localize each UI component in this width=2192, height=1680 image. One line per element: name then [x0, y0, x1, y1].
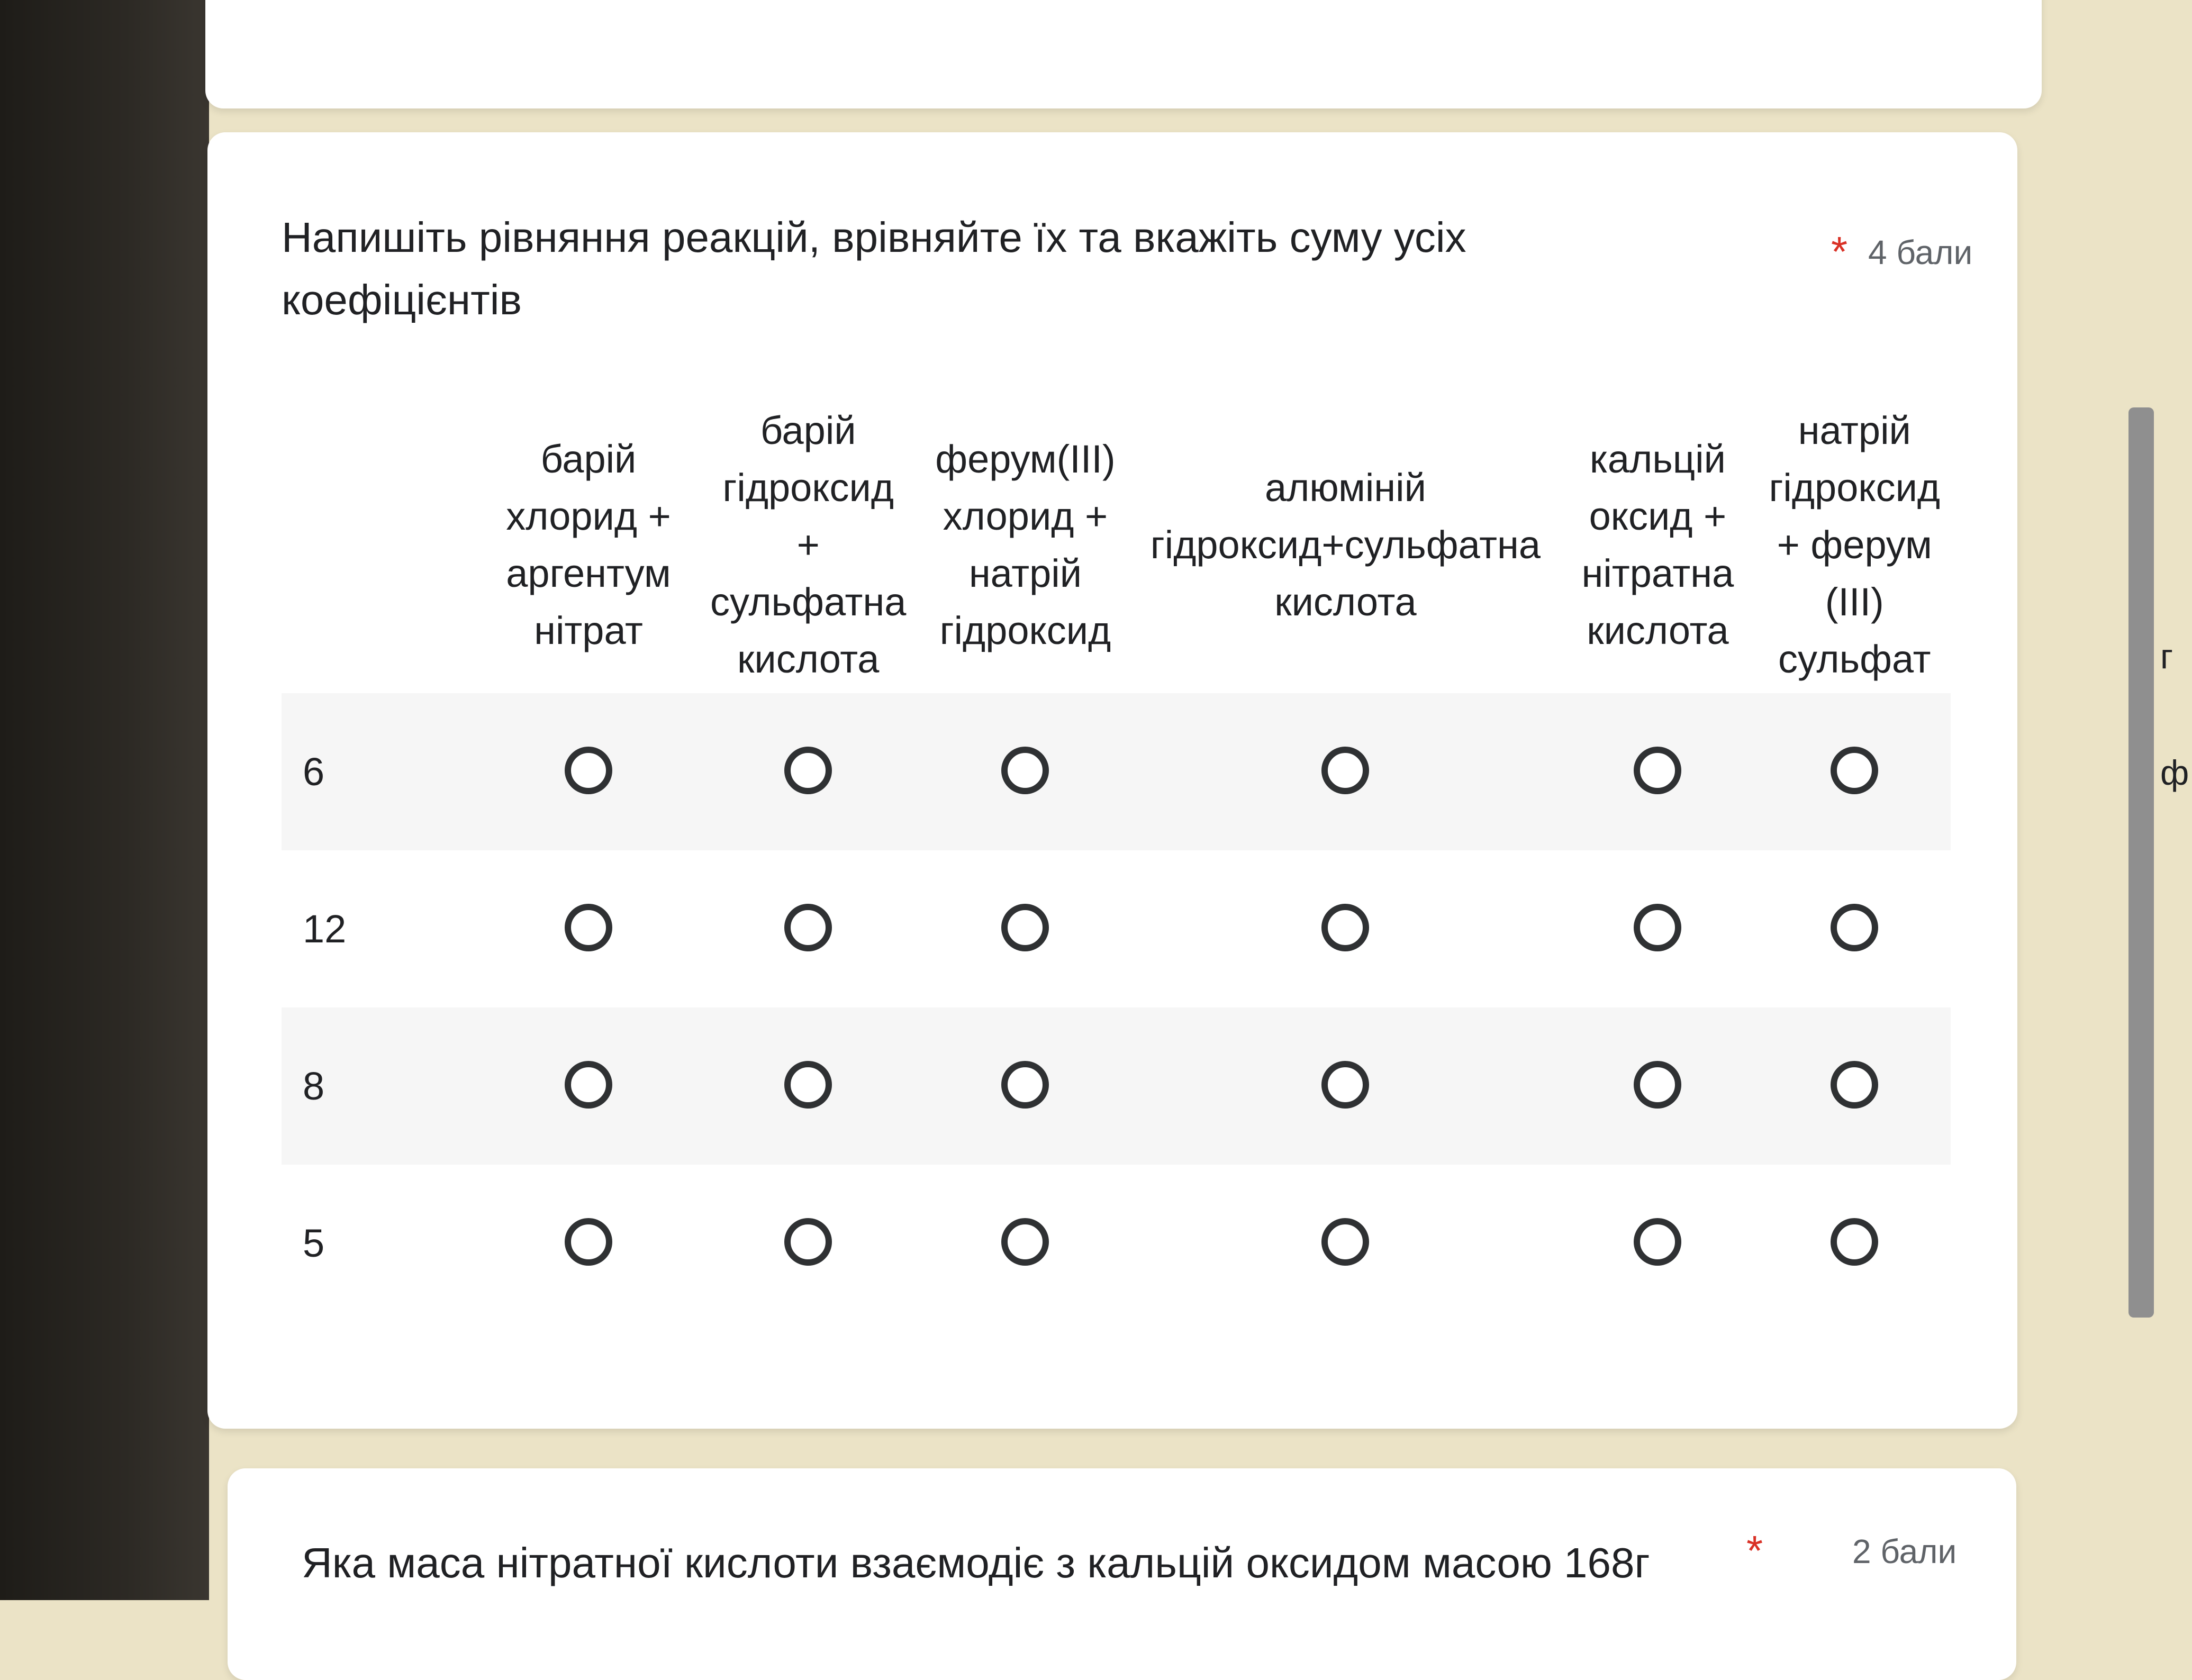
radio-button[interactable] [1831, 904, 1878, 951]
radio-button[interactable] [1634, 1218, 1681, 1266]
question-card [207, 132, 2189, 1429]
previous-question-card [205, 0, 2042, 108]
radio-button[interactable] [1831, 747, 1878, 794]
radio-button[interactable] [1321, 747, 1369, 794]
required-asterisk: * [1831, 228, 1848, 275]
radio-button[interactable] [565, 904, 612, 951]
row-label: 6 [282, 693, 477, 850]
clipped-glyph: г [2160, 637, 2173, 676]
radio-button[interactable] [1001, 904, 1049, 951]
question-title: Напишіть рівняння реакцій, врівняйте їх та вкажіть суму усіх коефіцієнтів [282, 214, 1466, 323]
points-label: 4 бали [1868, 233, 1973, 271]
radio-button[interactable] [565, 1061, 612, 1109]
radio-button[interactable] [784, 1218, 832, 1266]
grid-row [282, 850, 1951, 1007]
choice-grid[interactable] [282, 397, 1975, 1328]
radio-button[interactable] [784, 747, 832, 794]
grid-header-row [282, 397, 1951, 693]
radio-button[interactable] [1321, 1061, 1369, 1109]
points-label: 2 бали [1852, 1532, 1957, 1570]
radio-button[interactable] [1001, 1218, 1049, 1266]
next-question-title: Яка маса нітратної кислоти взаємодіє з кальцій оксидом масою 168г [302, 1539, 1650, 1586]
radio-button[interactable] [1831, 1061, 1878, 1109]
row-label: 12 [303, 907, 347, 951]
radio-button[interactable] [784, 904, 832, 951]
device-bezel [0, 0, 209, 1600]
grid-row [282, 1165, 1951, 1322]
grid-table [282, 397, 1951, 1322]
grid-row [282, 693, 1951, 850]
row-label-header [282, 397, 477, 693]
radio-button[interactable] [1634, 747, 1681, 794]
radio-button[interactable] [784, 1061, 832, 1109]
column-header: барій хлорид + аргентум нітрат [506, 437, 671, 652]
radio-button[interactable] [1634, 904, 1681, 951]
column-header: ферум(III) хлорид + натрій гідроксид [935, 437, 1116, 652]
radio-button[interactable] [565, 747, 612, 794]
required-asterisk: * [1746, 1527, 1763, 1574]
radio-button[interactable] [1831, 1218, 1878, 1266]
clipped-glyph: ф [2160, 753, 2189, 792]
column-header: алюміній гідроксид+сульфатна кислота [1150, 466, 1541, 624]
radio-button[interactable] [1634, 1061, 1681, 1109]
column-header: натрій гідроксид + ферум (III) сульфат [1769, 408, 1941, 681]
radio-button[interactable] [1321, 904, 1369, 951]
radio-button[interactable] [1321, 1218, 1369, 1266]
radio-button[interactable] [1001, 1061, 1049, 1109]
next-question-card [228, 1468, 2016, 1680]
column-header: барій гідроксид + сульфатна кислота [710, 408, 907, 681]
column-header: кальцій оксид + нітратна кислота [1581, 437, 1734, 652]
clipped-column-header [2160, 598, 2192, 831]
row-label: 8 [282, 1007, 477, 1165]
row-label: 5 [303, 1221, 325, 1265]
radio-button[interactable] [565, 1218, 612, 1266]
grid-row [282, 1007, 1951, 1165]
horizontal-scroll-indicator[interactable] [2128, 407, 2154, 1318]
radio-button[interactable] [1001, 747, 1049, 794]
